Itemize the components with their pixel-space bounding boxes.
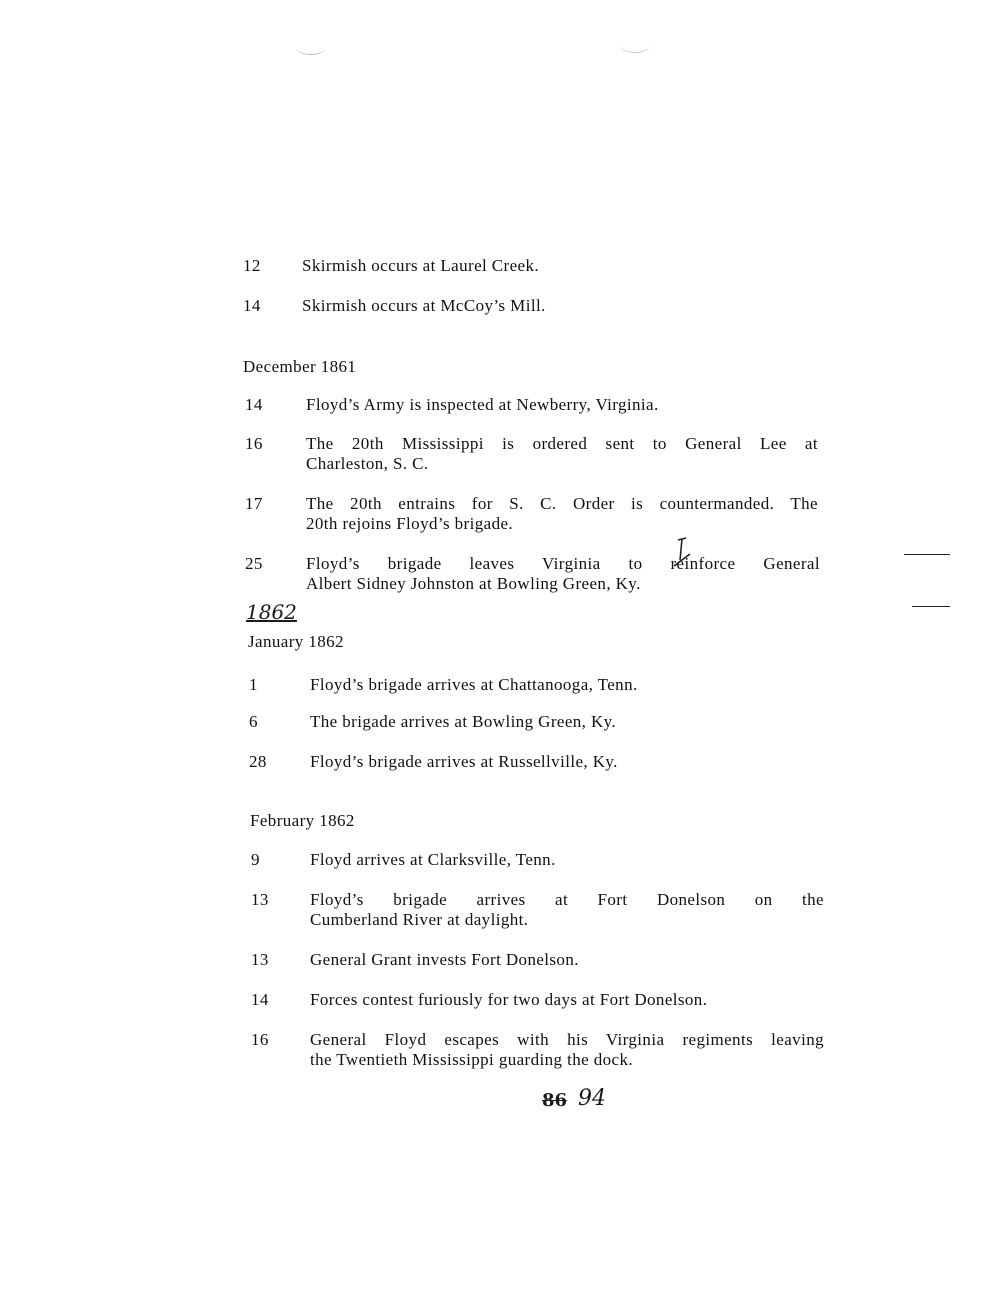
entry-text-continued: Charleston, S. C. (306, 454, 429, 473)
entry-day: 14 (245, 395, 263, 414)
entry-day: 17 (245, 494, 263, 513)
handwritten-correction-mark (670, 536, 698, 576)
entry-day: 25 (245, 554, 263, 573)
entry-day: 14 (243, 296, 261, 315)
entry-day: 14 (251, 990, 269, 1009)
entry-day: 9 (251, 850, 260, 869)
entry-text-continued: Cumberland River at daylight. (310, 910, 529, 929)
entry-text: The 20th Mississippi is ordered sent to General Lee at (306, 434, 818, 453)
entry-day: 28 (249, 752, 267, 771)
entry-text: The 20th entrains for S. C. Order is countermanded. The (306, 494, 818, 513)
entry-day: 6 (249, 712, 258, 731)
month-heading-december: December 1861 (243, 357, 357, 376)
entry-text: Floyd’s brigade arrives at Russellville, Ky. (310, 752, 618, 771)
entry-text: Skirmish occurs at McCoy’s Mill. (302, 296, 546, 315)
entry-text: Floyd’s brigade arrives at Fort Donelson on the (310, 890, 824, 909)
entry-text: Floyd’s brigade arrives at Chattanooga, Tenn. (310, 675, 638, 694)
entry-text: Floyd’s brigade leaves Virginia to reinforce General (306, 554, 820, 573)
entry-day: 16 (251, 1030, 269, 1049)
month-heading-february: February 1862 (250, 811, 355, 830)
handwritten-year: 1862 (246, 600, 297, 624)
margin-line (904, 554, 950, 555)
entry-text: Floyd’s Army is inspected at Newberry, Virginia. (306, 395, 659, 414)
entry-text-continued: Albert Sidney Johnston at Bowling Green, Ky. (306, 574, 641, 593)
entry-text-continued: 20th rejoins Floyd’s brigade. (306, 514, 514, 533)
entry-text: General Grant invests Fort Donelson. (310, 950, 579, 969)
entry-day: 16 (245, 434, 263, 453)
entry-text-continued: the Twentieth Mississippi guarding the dock. (310, 1050, 634, 1069)
entry-text: Forces contest furiously for two days at Fort Donelson. (310, 990, 708, 1009)
page-number-handwritten: 94 (578, 1086, 606, 1111)
entry-day: 13 (251, 950, 269, 969)
entry-text: Skirmish occurs at Laurel Creek. (302, 256, 540, 275)
entry-day: 1 (249, 675, 258, 694)
page-number-struck: 86 (542, 1090, 568, 1111)
margin-line (912, 606, 950, 607)
month-heading-january: January 1862 (248, 632, 344, 651)
punch-hole-mark-left (296, 40, 326, 55)
entry-day: 12 (243, 256, 261, 275)
entry-day: 13 (251, 890, 269, 909)
entry-text: The brigade arrives at Bowling Green, Ky. (310, 712, 617, 731)
entry-text: Floyd arrives at Clarksville, Tenn. (310, 850, 556, 869)
entry-text: General Floyd escapes with his Virginia regiments leaving (310, 1030, 824, 1049)
punch-hole-mark-right (620, 38, 650, 53)
